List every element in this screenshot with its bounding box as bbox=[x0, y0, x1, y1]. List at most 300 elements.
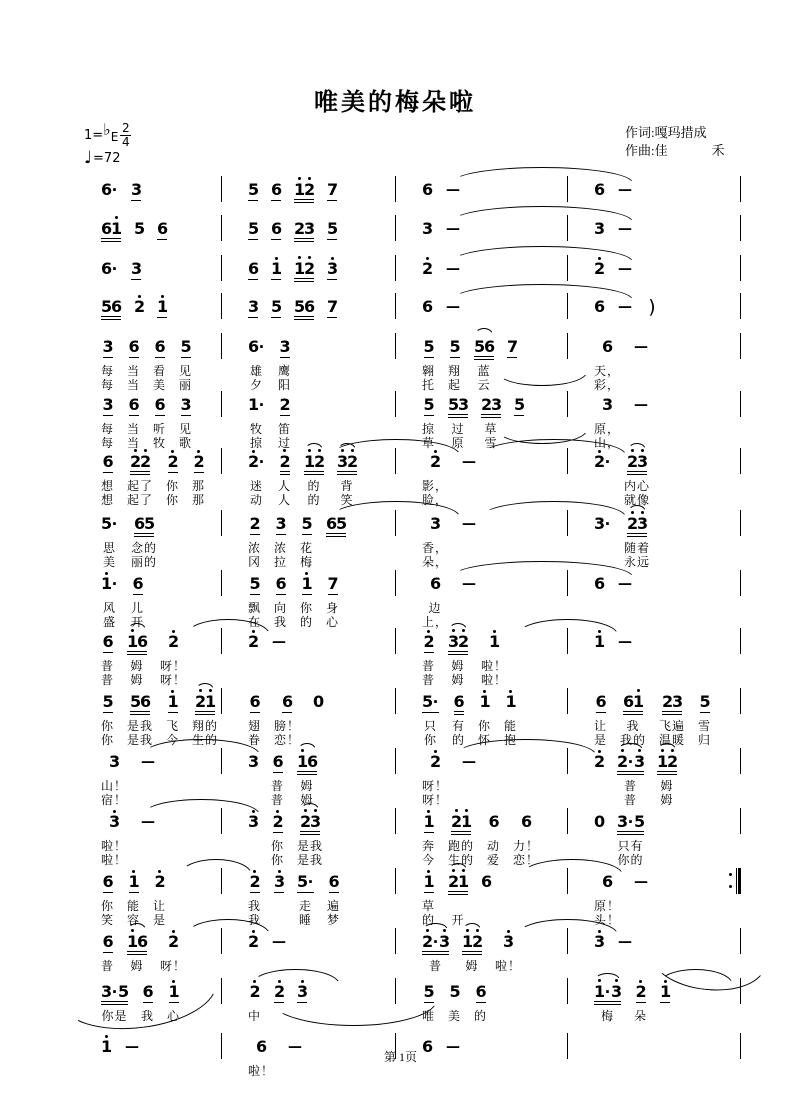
note-column bbox=[248, 570, 261, 629]
note-digit: 5 bbox=[118, 981, 130, 1001]
digit-row bbox=[506, 694, 516, 710]
note-digit: 6 bbox=[249, 692, 261, 711]
system-7 bbox=[75, 448, 741, 507]
lyric-syllable bbox=[467, 615, 471, 629]
lyric-syllable: 是我 bbox=[297, 853, 324, 867]
beam-underline bbox=[476, 1002, 486, 1003]
lyric-syllable: 姆 bbox=[300, 793, 314, 807]
note-unit bbox=[602, 391, 612, 418]
note-digit: 6 bbox=[272, 752, 284, 771]
lyric-syllable: 当 bbox=[127, 422, 141, 436]
note-unit bbox=[503, 928, 513, 955]
note-digit: 5 bbox=[180, 337, 192, 356]
lyric-syllable: 呀！ bbox=[160, 659, 187, 673]
digit-row bbox=[181, 397, 191, 413]
lyric-syllable: 美 bbox=[448, 1009, 462, 1023]
beam-underline bbox=[327, 317, 337, 318]
beam-underline bbox=[250, 712, 260, 713]
note-digit: 5 bbox=[248, 219, 260, 238]
lyric-syllable: 你 bbox=[101, 719, 115, 733]
lyric-syllable: 怀 bbox=[478, 733, 492, 747]
note-unit bbox=[103, 928, 113, 955]
beam-underline bbox=[660, 1002, 670, 1003]
note-column bbox=[294, 293, 314, 320]
note-column bbox=[495, 928, 521, 973]
note-digit: 6 bbox=[475, 982, 487, 1001]
note-unit bbox=[506, 688, 516, 715]
note-column bbox=[304, 448, 324, 507]
lyric-syllable: 呀！ bbox=[422, 779, 449, 793]
barline bbox=[740, 176, 741, 202]
digit-row bbox=[594, 261, 604, 277]
note-unit bbox=[422, 176, 432, 203]
note-unit bbox=[168, 628, 178, 655]
note-digit: 5 bbox=[634, 811, 646, 831]
lyric-syllable: 普 bbox=[428, 959, 442, 973]
digit-row bbox=[129, 339, 139, 355]
note-digit: 2 bbox=[422, 259, 434, 278]
note-unit: — bbox=[446, 182, 460, 198]
digit-row bbox=[474, 336, 496, 356]
digit-row bbox=[424, 874, 434, 890]
digit-row bbox=[248, 934, 258, 950]
measure bbox=[568, 510, 741, 569]
augmentation-dot: · bbox=[627, 752, 634, 771]
lyric-syllable: 普 bbox=[271, 779, 285, 793]
note-digit: 3 bbox=[602, 395, 614, 414]
beam-underline bbox=[127, 651, 147, 652]
beam-underline bbox=[103, 892, 113, 893]
note-digit: 7 bbox=[327, 574, 339, 593]
beam-underline bbox=[195, 714, 215, 715]
note-unit bbox=[101, 293, 121, 320]
tie-arc bbox=[338, 443, 356, 450]
lyric-syllable: 今 bbox=[166, 733, 180, 747]
lyric-syllable bbox=[623, 601, 627, 615]
note-unit bbox=[424, 868, 434, 895]
note-column bbox=[422, 255, 432, 282]
note-unit: — bbox=[634, 397, 649, 413]
note-digit: 7 bbox=[327, 180, 339, 199]
measure bbox=[396, 176, 568, 203]
note-unit bbox=[131, 176, 141, 203]
digit-row bbox=[168, 634, 178, 650]
note-digit: 2 bbox=[423, 632, 435, 651]
digit-row bbox=[168, 934, 178, 950]
note-digit: 6 bbox=[453, 691, 465, 711]
note-digit: 6 bbox=[521, 812, 533, 831]
digit-row bbox=[617, 811, 646, 831]
barline bbox=[740, 293, 741, 319]
lyric-syllable: 彩， bbox=[594, 378, 621, 392]
digit-row bbox=[130, 691, 152, 711]
beam-underline bbox=[300, 831, 320, 832]
note-unit bbox=[594, 570, 604, 597]
note-digit: 5 bbox=[336, 513, 348, 533]
digit-row bbox=[507, 339, 517, 355]
lyric-syllable: 原 bbox=[451, 436, 465, 450]
beam-underline bbox=[130, 471, 150, 472]
note-column bbox=[448, 978, 461, 1023]
beam-underline bbox=[328, 594, 338, 595]
lyric-syllable bbox=[639, 364, 643, 378]
beam-underline bbox=[617, 831, 644, 832]
note-digit: 6 bbox=[430, 574, 442, 593]
note-column bbox=[131, 570, 144, 629]
note-unit bbox=[157, 293, 167, 320]
lyric-syllable: 笑 bbox=[101, 913, 115, 927]
note-digit: 3 bbox=[327, 259, 339, 278]
note-digit: 3 bbox=[594, 932, 606, 951]
digit-row bbox=[304, 451, 326, 471]
note-digit: 5 bbox=[102, 692, 114, 711]
note-column bbox=[248, 748, 258, 807]
note-unit bbox=[282, 688, 292, 715]
measure bbox=[75, 293, 222, 320]
beam-underline bbox=[155, 415, 165, 416]
note-column bbox=[594, 688, 607, 747]
note-column bbox=[422, 333, 435, 392]
beam-underline bbox=[617, 834, 644, 835]
note-digit: 1 bbox=[294, 258, 306, 278]
lyric-syllable: 容 bbox=[127, 913, 141, 927]
lyric-syllable: 只 bbox=[423, 719, 437, 733]
measure bbox=[396, 688, 568, 747]
digit-row bbox=[327, 182, 337, 198]
beam-underline bbox=[248, 279, 258, 280]
lyric-syllable: 开 bbox=[451, 913, 465, 927]
beam-underline bbox=[448, 414, 468, 415]
note-column bbox=[134, 293, 144, 320]
note-unit bbox=[248, 215, 258, 242]
key-signature bbox=[84, 119, 131, 149]
note-column bbox=[445, 255, 461, 282]
note-unit bbox=[256, 1033, 266, 1060]
digit-row bbox=[422, 931, 451, 951]
lyric-syllable bbox=[639, 422, 643, 436]
lyric-syllable: 夕 bbox=[249, 378, 263, 392]
note-unit bbox=[327, 255, 337, 282]
measure bbox=[222, 176, 396, 203]
beam-underline bbox=[168, 472, 178, 473]
beam-underline bbox=[103, 472, 113, 473]
note-column bbox=[422, 215, 432, 242]
measure bbox=[222, 748, 396, 807]
lyric-syllable bbox=[467, 541, 471, 555]
digit-row bbox=[422, 1039, 432, 1055]
digit-row bbox=[109, 814, 119, 830]
note-column bbox=[461, 570, 477, 629]
note-column bbox=[646, 293, 658, 320]
digit-row bbox=[101, 576, 118, 592]
digit-row bbox=[430, 576, 440, 592]
lyric-syllable: 你 bbox=[271, 839, 285, 853]
lyric-syllable: 牧 bbox=[153, 436, 167, 450]
key-signature-block bbox=[84, 119, 131, 168]
lyric-syllable: 我 bbox=[141, 1009, 155, 1023]
lyric-syllable bbox=[484, 899, 488, 913]
note-column bbox=[140, 748, 156, 807]
note-column bbox=[445, 215, 461, 242]
note-unit bbox=[250, 570, 260, 597]
note-unit bbox=[627, 510, 647, 537]
lyric-syllable: 内心 bbox=[624, 479, 651, 493]
digit-row bbox=[594, 182, 604, 198]
note-unit bbox=[109, 748, 119, 775]
beam-underline bbox=[294, 199, 314, 200]
lyric-syllable bbox=[146, 853, 150, 867]
meter-denominator: 4 bbox=[121, 134, 130, 149]
note-digit: 5 bbox=[422, 692, 434, 711]
lyric-syllable: 你 bbox=[271, 853, 285, 867]
note-unit: — bbox=[272, 634, 286, 650]
augmentation-dot: · bbox=[111, 515, 118, 533]
note-column bbox=[659, 688, 685, 747]
note-unit bbox=[130, 688, 150, 715]
tie-arc bbox=[128, 923, 146, 930]
measure bbox=[396, 255, 568, 282]
measure bbox=[568, 448, 741, 507]
note-digit: 2 bbox=[154, 872, 166, 891]
note-digit: 6 bbox=[137, 931, 149, 951]
tie-arc bbox=[475, 328, 493, 335]
lyric-syllable bbox=[334, 555, 338, 569]
note-column bbox=[271, 628, 287, 687]
lyric-syllable: 普 bbox=[101, 659, 115, 673]
lyric-syllable: 是我 bbox=[127, 719, 154, 733]
note-unit bbox=[103, 448, 113, 475]
tie-arc bbox=[595, 973, 620, 980]
key-tonic: E bbox=[110, 130, 119, 144]
note-column bbox=[698, 688, 711, 747]
note-unit bbox=[627, 448, 647, 475]
note-column bbox=[127, 868, 140, 927]
note-unit: — bbox=[618, 634, 632, 650]
note-unit bbox=[181, 333, 191, 360]
note-digit: 6 bbox=[256, 1037, 268, 1056]
note-column bbox=[594, 868, 620, 927]
lyric-syllable: 普 bbox=[623, 793, 637, 807]
note-unit: ) bbox=[648, 296, 656, 318]
augmentation-dot: · bbox=[111, 982, 118, 1001]
note-digit: 2 bbox=[168, 632, 180, 651]
note-column bbox=[248, 1033, 274, 1078]
lyric-syllable: 爱 bbox=[487, 853, 501, 867]
measure bbox=[222, 928, 396, 973]
digit-row bbox=[594, 454, 611, 470]
beam-underline bbox=[280, 474, 290, 475]
note-column bbox=[445, 1033, 461, 1078]
note-column bbox=[101, 448, 114, 507]
note-column bbox=[294, 255, 314, 282]
digit-row bbox=[627, 513, 649, 533]
barline bbox=[740, 448, 741, 474]
note-unit bbox=[127, 928, 147, 955]
note-digit: 0 bbox=[594, 812, 606, 831]
digit-row bbox=[134, 221, 144, 237]
note-unit bbox=[248, 255, 258, 282]
note-unit bbox=[181, 391, 191, 418]
note-column bbox=[101, 628, 114, 687]
note-column bbox=[487, 808, 500, 867]
note-digit: 3 bbox=[611, 981, 623, 1001]
note-digit: 1 bbox=[660, 982, 672, 1001]
note-unit: — bbox=[618, 261, 632, 277]
note-digit: 3 bbox=[275, 514, 287, 533]
beam-underline bbox=[274, 892, 284, 893]
tempo-value: =72 bbox=[93, 150, 121, 166]
lyric-syllable: 边 bbox=[428, 601, 442, 615]
digit-row bbox=[503, 934, 513, 950]
beam-underline bbox=[294, 241, 314, 242]
lyric-syllable bbox=[251, 853, 255, 867]
beam-underline bbox=[101, 241, 121, 242]
lyric-syllable: 冈 bbox=[248, 555, 262, 569]
lyric-syllable: 呀！ bbox=[160, 673, 187, 687]
lyric-syllable: 梅 bbox=[600, 1009, 614, 1023]
digit-row bbox=[300, 811, 322, 831]
note-unit bbox=[602, 868, 612, 895]
lyric-syllable: 你 bbox=[166, 479, 180, 493]
note-digit: 2 bbox=[249, 872, 261, 891]
tie-arc bbox=[196, 683, 214, 690]
lyric-syllable: 拉 bbox=[274, 555, 288, 569]
measure bbox=[568, 808, 741, 867]
note-digit: 6 bbox=[602, 337, 614, 356]
note-unit bbox=[195, 688, 215, 715]
note-column bbox=[461, 748, 477, 807]
note-unit bbox=[430, 510, 440, 537]
measure bbox=[75, 628, 222, 687]
lyric-syllable: 永远 bbox=[624, 555, 651, 569]
note-digit: 2 bbox=[481, 394, 493, 414]
note-column bbox=[166, 688, 179, 747]
digit-row bbox=[594, 299, 604, 315]
lyric-syllable bbox=[104, 1064, 108, 1078]
note-digit: 1 bbox=[479, 692, 491, 711]
note-column bbox=[248, 255, 258, 282]
note-digit: 3 bbox=[503, 932, 515, 951]
note-digit: 6 bbox=[134, 513, 146, 533]
lyric-syllable: 草 bbox=[422, 436, 436, 450]
note-unit bbox=[250, 868, 260, 895]
measure bbox=[75, 333, 222, 392]
note-column bbox=[617, 808, 644, 867]
note-digit: 1 bbox=[101, 1037, 113, 1056]
lyric-syllable: 姆 bbox=[451, 673, 465, 687]
note-column bbox=[594, 978, 621, 1023]
digit-row bbox=[248, 397, 265, 413]
beam-underline bbox=[103, 712, 113, 713]
note-column bbox=[157, 215, 167, 242]
note-column bbox=[624, 448, 650, 507]
lyric-syllable: 啦！ bbox=[481, 659, 508, 673]
note-unit: — bbox=[618, 576, 632, 592]
note-unit bbox=[280, 333, 290, 360]
digit-row bbox=[157, 299, 167, 315]
note-unit bbox=[101, 570, 118, 597]
note-unit bbox=[448, 868, 468, 895]
digit-row bbox=[101, 1039, 111, 1055]
digit-row bbox=[248, 339, 265, 355]
system-2 bbox=[75, 215, 741, 242]
lyric-syllable: 是 bbox=[594, 733, 608, 747]
note-column bbox=[101, 391, 114, 450]
note-digit: 3 bbox=[422, 219, 434, 238]
note-column bbox=[248, 868, 261, 927]
lyric-syllable bbox=[623, 959, 627, 973]
digit-row bbox=[101, 516, 118, 532]
note-column bbox=[101, 928, 114, 973]
beam-underline bbox=[448, 651, 468, 652]
beam-underline bbox=[248, 200, 258, 201]
note-column bbox=[271, 748, 284, 807]
note-unit: — bbox=[462, 516, 477, 532]
note-digit: 5 bbox=[249, 574, 261, 593]
beam-underline bbox=[304, 474, 324, 475]
note-digit: 1 bbox=[458, 871, 470, 891]
note-digit: 6 bbox=[594, 574, 606, 593]
lyric-syllable: 普 bbox=[422, 673, 436, 687]
note-digit: 6 bbox=[326, 513, 338, 533]
note-digit: 3 bbox=[131, 259, 143, 278]
measure bbox=[75, 510, 222, 569]
note-unit bbox=[450, 333, 460, 360]
system-11 bbox=[75, 688, 741, 747]
note-digit: 1 bbox=[168, 982, 180, 1001]
beam-underline bbox=[129, 357, 139, 358]
note-column bbox=[101, 176, 118, 203]
barline bbox=[740, 808, 741, 834]
note-digit: 6 bbox=[422, 1037, 434, 1056]
note-digit: 5 bbox=[101, 514, 113, 533]
lyric-syllable: 过 bbox=[451, 422, 465, 436]
beam-underline bbox=[250, 892, 260, 893]
note-digit: 2 bbox=[167, 452, 179, 471]
lyric-syllable: 山！ bbox=[101, 779, 128, 793]
beam-underline bbox=[337, 471, 357, 472]
note-column bbox=[101, 333, 114, 392]
beam-underline bbox=[627, 536, 647, 537]
lyric-syllable bbox=[467, 779, 471, 793]
note-digit: 5 bbox=[474, 336, 486, 356]
digit-row bbox=[476, 984, 486, 1000]
measure bbox=[396, 448, 568, 507]
lyric-syllable bbox=[597, 659, 601, 673]
note-unit bbox=[329, 868, 339, 895]
note-digit: 2 bbox=[430, 752, 442, 771]
beam-underline bbox=[300, 834, 320, 835]
digit-row bbox=[450, 984, 460, 1000]
note-digit: 2 bbox=[304, 179, 316, 199]
note-unit bbox=[276, 510, 286, 537]
lyric-syllable bbox=[467, 601, 471, 615]
digit-row bbox=[327, 299, 337, 315]
note-unit bbox=[103, 391, 113, 418]
beam-underline bbox=[294, 319, 314, 320]
lyric-syllable bbox=[601, 541, 605, 555]
digit-row bbox=[129, 397, 139, 413]
note-column bbox=[153, 333, 166, 392]
digit-row bbox=[103, 634, 113, 650]
beam-underline bbox=[454, 711, 464, 712]
note-digit: 3 bbox=[634, 751, 646, 771]
barline bbox=[740, 868, 741, 894]
measure bbox=[75, 868, 222, 927]
note-unit bbox=[327, 215, 337, 242]
beam-underline bbox=[280, 471, 290, 472]
lyric-syllable: 动 bbox=[487, 839, 501, 853]
